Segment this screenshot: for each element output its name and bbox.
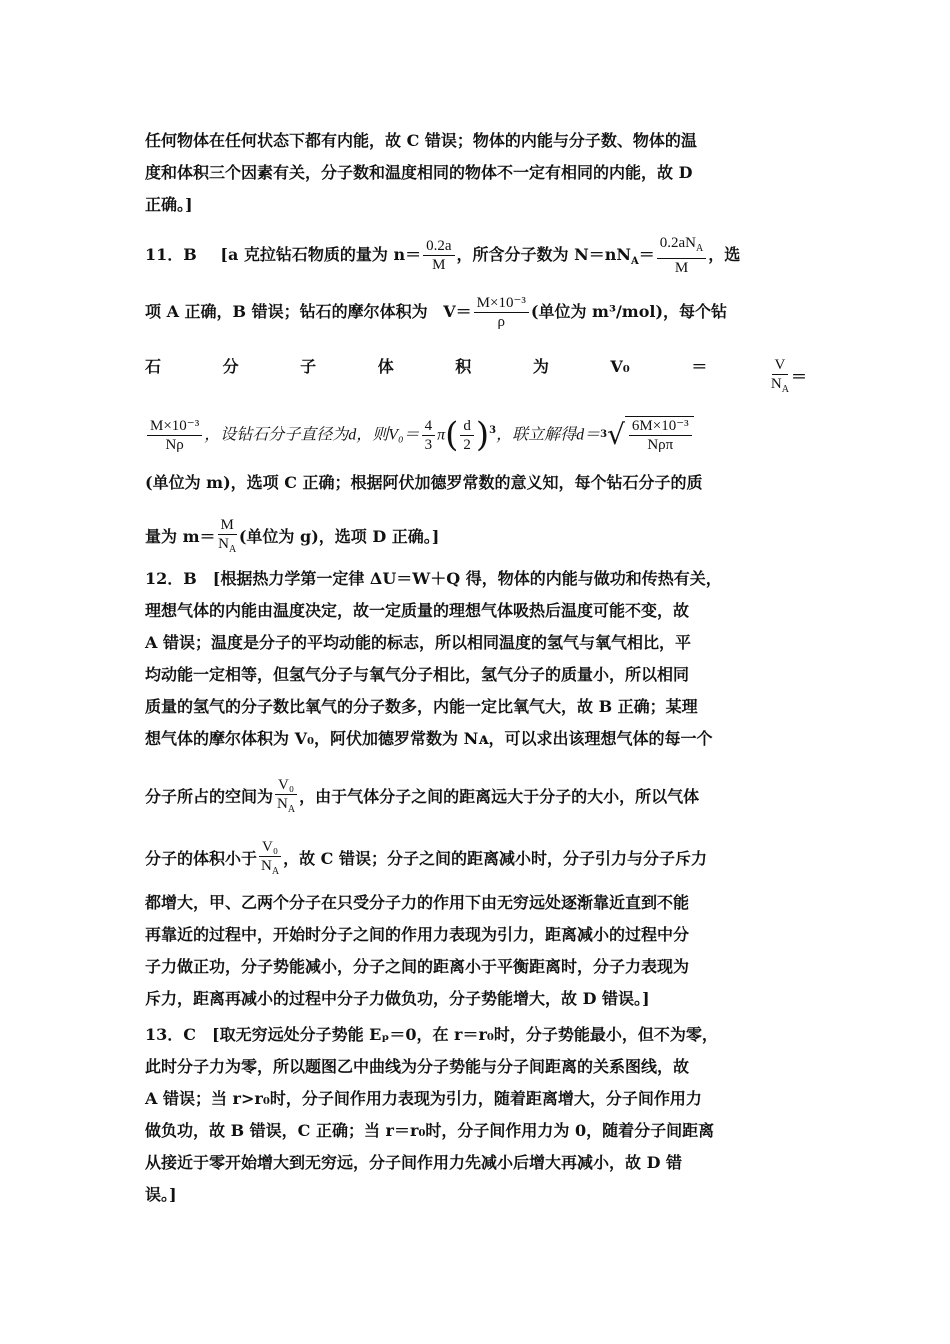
p10-line-1: 任何物体在任何状态下都有内能，故 C 错误；物体的内能与分子数、物体的温 [145,131,697,150]
p10-line-3: 正确。] [145,195,193,214]
p12-line-5: 质量的氢气的分子数比氧气的分子数多，内能一定比氧气大，故 B 正确；某理 [145,697,698,716]
fraction-n: $\frac{0.2a}{M}$ [423,237,454,274]
p11-line-5: (单位为 m)，选项 C 正确；根据阿伏加德罗常数的意义知，每个钻石分子的质 [145,473,703,492]
p12-line-8: 分子的体积小于 $\frac{\text{V₀}}{N_A}$ ，故 C 错误；分子之间的距离减小时，分子引力与分子斥力 [145,838,807,881]
p11-line-4: $\frac{\text{M×10⁻³}}{N\rho}$ ，设钻石分子直径为d，则V₀＝ $\frac{4}{3}$ π( $\frac{d}{2}$ )$^3$，联立解得d＝ 3 √ $\frac{\text{6M×10⁻³}}{\text{Nρπ}}$ [145,416,807,454]
radical-icon: √ [607,418,625,451]
p11-text: ，所含分子数为 N＝nN [456,245,631,264]
p13-line-4: 做负功，故 B 错误，C 正确；当 r＝r₀时，分子间作用力为 0，随着分子间距离 [145,1121,715,1140]
p13-line-6: 误。] [145,1185,177,1204]
p11-head: 11．B [145,245,197,264]
p11-line-2: 项 A 正确，B 错误；钻石的摩尔体积为 V＝ $\frac{\text{M×10⁻³}}{\rho}$ (单位为 m³/mol)，每个钻 [145,295,728,330]
p12-line-2: 理想气体的内能由温度决定，故一定质量的理想气体吸热后温度可能不变，故 [145,601,690,620]
p10-line-2: 度和体积三个因素有关，分子数和温度相同的物体不一定有相同的内能，故 D [145,163,693,182]
p12-line-10: 再靠近的过程中，开始时分子之间的作用力表现为引力，距离减小的过程中分 [145,925,690,944]
fraction-molecule-volume: $\frac{\text{M×10⁻³}}{N\rho}$ [147,417,202,454]
p12-line-4: 均动能一定相等，但氢气分子与氧气分子相比，氢气分子的质量小，所以相同 [145,665,690,684]
fraction-d-half: $\frac{d}{2}$ [460,417,474,454]
p11-text: [a 克拉钻石物质的量为 n＝ [220,245,422,264]
p12-line-12: 斥力，距离再减小的过程中分子力做负功，分子势能增大，故 D 错误。] [145,989,650,1008]
p13-line-5: 从接近于零开始增大到无穷远，分子间作用力先减小后增大再减小，故 D 错 [145,1153,683,1172]
p13-line-1: 13．C [取无穷远处分子势能 Eₚ＝0，在 r＝r₀时，分子势能最小，但不为零， [145,1025,718,1044]
fraction-diameter: $\frac{\text{6M×10⁻³}}{\text{Nρπ}}$ [629,417,692,454]
fraction-space: $\frac{\text{V₀}}{N_A}$ [277,777,296,815]
fraction-four-thirds: $\frac{4}{3}$ [422,417,436,454]
p11-line-6: 量为 m＝ $\frac{M}{N_A}$ (单位为 g)，选项 D 正确。] [145,516,807,559]
fraction-V0: $\frac{V}{N_A}$ [770,357,789,395]
fraction-N: $\frac{0.2aN_A}{M}$ [657,234,706,277]
fraction-molar-volume: $\frac{\text{M×10⁻³}}{\rho}$ [474,294,529,331]
fraction-volume-limit: $\frac{\text{V₀}}{N_A}$ [261,839,280,877]
p11-line-1: 11．B [a 克拉钻石物质的量为 n＝ $\frac{0.2a}{M}$ ，所含分子数为 $N=nN_A=$ $\frac{0.2aN_A}{M}$ ，选 [145,235,741,276]
p12-line-6: 想气体的摩尔体积为 V₀，阿伏加德罗常数为 Nᴀ，可以求出该理想气体的每一个 [145,729,713,748]
p13-line-2: 此时分子力为零，所以题图乙中曲线为分子势能与分子间距离的关系图线，故 [145,1057,690,1076]
p13-line-3: A 错误；当 r>r₀时，分子间作用力表现为引力，随着距离增大，分子间作用力 [145,1089,702,1108]
p12-line-3: A 错误；温度是分子的平均动能的标志，所以相同温度的氢气与氧气相比，平 [145,633,691,652]
p12-line-1: 12．B [根据热力学第一定律 ΔU＝W＋Q 得，物体的内能与做功和传热有关， [145,569,722,588]
right-paren-icon: ) [475,415,490,455]
p11-line-3: 石 分 子 体 积 为 V₀ ＝ $\frac{V}{N_A}$ ＝ [145,356,807,399]
left-paren-icon: ( [445,415,459,455]
p12-line-9: 都增大，甲、乙两个分子在只受分子力的作用下由无穷远处逐渐靠近直到不能 [145,893,690,912]
fraction-mass: $\frac{M}{N_A}$ [218,517,237,555]
cube-root: 3 √ $\frac{\text{6M×10⁻³}}{\text{Nρπ}}$ [600,416,694,454]
p12-line-7: 分子所占的空间为 $\frac{\text{V₀}}{N_A}$ ，由于气体分子之间的距离远大于分子的大小，所以气体 [145,776,807,819]
p12-line-11: 子力做正功，分子势能减小，分子之间的距离小于平衡距离时，分子力表现为 [145,957,690,976]
